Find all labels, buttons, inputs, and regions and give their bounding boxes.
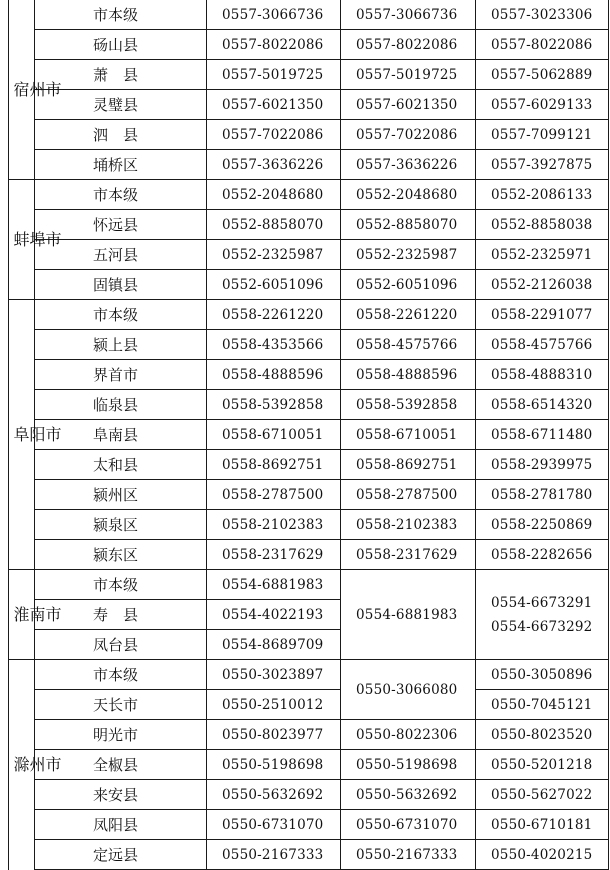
phone-cell: 0558-5392858 xyxy=(341,390,476,420)
district-cell: 泗 县 xyxy=(35,120,207,150)
phone-cell-merged: 0554-6881983 xyxy=(341,570,476,660)
phone-cell: 0558-2250869 xyxy=(476,510,609,540)
table-row xyxy=(9,570,609,600)
table-row xyxy=(9,450,609,480)
district-cell: 凤阳县 xyxy=(35,810,207,840)
phone-cell: 0557-6029133 xyxy=(476,90,609,120)
phone-cell: 0558-2787500 xyxy=(341,480,476,510)
district-cell: 寿 县 xyxy=(35,600,207,630)
table-row xyxy=(9,780,609,810)
phone-cell: 0558-2317629 xyxy=(341,540,476,570)
phone-cell: 0558-2261220 xyxy=(207,300,341,330)
phone-cell: 0557-3636226 xyxy=(341,150,476,180)
phone-cell: 0550-2510012 xyxy=(207,690,341,720)
district-cell: 市本级 xyxy=(35,180,207,210)
phone-cell: 0552-2048680 xyxy=(207,180,341,210)
phone-cell: 0558-2317629 xyxy=(207,540,341,570)
district-cell: 固镇县 xyxy=(35,270,207,300)
city-cell-chuzhou: 滁州市 xyxy=(9,660,35,870)
district-cell: 临泉县 xyxy=(35,390,207,420)
phone-cell: 0558-8692751 xyxy=(207,450,341,480)
phone-cell: 0557-6021350 xyxy=(341,90,476,120)
phone-cell: 0552-2325971 xyxy=(476,240,609,270)
phone-cell: 0558-2102383 xyxy=(341,510,476,540)
phone-cell: 0552-8858070 xyxy=(207,210,341,240)
phone-cell: 0558-2291077 xyxy=(476,300,609,330)
city-cell-bengbu: 蚌埠市 xyxy=(9,180,35,300)
district-cell: 颍泉区 xyxy=(35,510,207,540)
table-row xyxy=(9,480,609,510)
table-row xyxy=(9,420,609,450)
phone-cell: 0550-5198698 xyxy=(207,750,341,780)
district-cell: 市本级 xyxy=(35,660,207,690)
table-row xyxy=(9,150,609,180)
phone-cell: 0550-8023977 xyxy=(207,720,341,750)
district-cell: 定远县 xyxy=(35,840,207,870)
phone-cell: 0558-2102383 xyxy=(207,510,341,540)
district-cell: 太和县 xyxy=(35,450,207,480)
phone-cell: 0558-4888596 xyxy=(341,360,476,390)
district-cell: 颍上县 xyxy=(35,330,207,360)
table-row xyxy=(9,30,609,60)
phone-cell: 0558-8692751 xyxy=(341,450,476,480)
phone-cell: 0557-5019725 xyxy=(207,60,341,90)
phone-cell: 0557-8022086 xyxy=(207,30,341,60)
phone-cell: 0557-3023306 xyxy=(476,0,609,30)
table-row xyxy=(9,210,609,240)
phone-cell: 0550-8022306 xyxy=(341,720,476,750)
phone-cell: 0554-4022193 xyxy=(207,600,341,630)
phone-cell: 0554-8689709 xyxy=(207,630,341,660)
phone-cell: 0550-5632692 xyxy=(207,780,341,810)
phone-cell: 0550-6710181 xyxy=(476,810,609,840)
phone-cell-merged: 0550-3066080 xyxy=(341,660,476,720)
table-row xyxy=(9,270,609,300)
phone-cell: 0557-8022086 xyxy=(341,30,476,60)
district-cell: 凤台县 xyxy=(35,630,207,660)
phone-cell: 0550-8023520 xyxy=(476,720,609,750)
district-cell: 明光市 xyxy=(35,720,207,750)
table-row xyxy=(9,120,609,150)
phone-cell: 0557-5019725 xyxy=(341,60,476,90)
phone-cell: 0552-2086133 xyxy=(476,180,609,210)
district-cell: 天长市 xyxy=(35,690,207,720)
phone-cell: 0558-4353566 xyxy=(207,330,341,360)
table-row xyxy=(9,510,609,540)
district-cell: 市本级 xyxy=(35,300,207,330)
district-cell: 颍东区 xyxy=(35,540,207,570)
city-cell-suzhou: 宿州市 xyxy=(9,0,35,180)
table-row xyxy=(9,660,609,690)
table-row xyxy=(9,300,609,330)
phone-cell: 0550-3023897 xyxy=(207,660,341,690)
district-cell: 五河县 xyxy=(35,240,207,270)
district-cell: 砀山县 xyxy=(35,30,207,60)
table-row xyxy=(9,690,609,720)
district-cell: 颍州区 xyxy=(35,480,207,510)
phone-cell: 0557-7099121 xyxy=(476,120,609,150)
phone-cell: 0550-2167333 xyxy=(207,840,341,870)
phone-line: 0554-6673292 xyxy=(491,618,593,635)
district-cell: 来安县 xyxy=(35,780,207,810)
phone-cell: 0558-6710051 xyxy=(341,420,476,450)
phone-cell: 0558-2939975 xyxy=(476,450,609,480)
phone-cell: 0557-3927875 xyxy=(476,150,609,180)
phone-cell: 0557-7022086 xyxy=(341,120,476,150)
phone-line: 0554-6673291 xyxy=(491,594,593,611)
phone-cell: 0557-7022086 xyxy=(207,120,341,150)
phone-cell: 0552-2325987 xyxy=(341,240,476,270)
district-cell: 怀远县 xyxy=(35,210,207,240)
phone-cell: 0550-7045121 xyxy=(476,690,609,720)
table-row xyxy=(9,720,609,750)
district-cell: 市本级 xyxy=(35,570,207,600)
phone-cell: 0552-6051096 xyxy=(207,270,341,300)
phone-cell: 0558-2282656 xyxy=(476,540,609,570)
table-row xyxy=(9,60,609,90)
phone-cell: 0558-4888596 xyxy=(207,360,341,390)
table-row xyxy=(9,360,609,390)
table-row xyxy=(9,840,609,870)
phone-cell: 0557-3066736 xyxy=(207,0,341,30)
phone-cell: 0550-6731070 xyxy=(341,810,476,840)
phone-cell: 0550-6731070 xyxy=(207,810,341,840)
phone-cell: 0552-2325987 xyxy=(207,240,341,270)
phone-cell: 0550-3050896 xyxy=(476,660,609,690)
phone-cell: 0557-3066736 xyxy=(341,0,476,30)
phone-cell: 0558-6514320 xyxy=(476,390,609,420)
phone-cell: 0557-6021350 xyxy=(207,90,341,120)
phone-cell: 0550-5632692 xyxy=(341,780,476,810)
phone-cell: 0558-2781780 xyxy=(476,480,609,510)
phone-cell: 0558-4888310 xyxy=(476,360,609,390)
table-row xyxy=(9,750,609,780)
city-cell-fuyang: 阜阳市 xyxy=(9,300,35,570)
phone-cell: 0558-2787500 xyxy=(207,480,341,510)
phone-directory-table xyxy=(8,0,609,870)
table-row xyxy=(9,390,609,420)
phone-cell: 0558-6710051 xyxy=(207,420,341,450)
phone-cell: 0550-5201218 xyxy=(476,750,609,780)
phone-cell: 0550-5627022 xyxy=(476,780,609,810)
district-cell: 阜南县 xyxy=(35,420,207,450)
district-cell: 萧 县 xyxy=(35,60,207,90)
phone-cell: 0552-8858038 xyxy=(476,210,609,240)
district-cell: 全椒县 xyxy=(35,750,207,780)
phone-cell: 0554-6881983 xyxy=(207,570,341,600)
city-cell-huainan: 淮南市 xyxy=(9,570,35,660)
phone-cell: 0558-2261220 xyxy=(341,300,476,330)
phone-cell: 0550-5198698 xyxy=(341,750,476,780)
table-row xyxy=(9,180,609,210)
district-cell: 市本级 xyxy=(35,0,207,30)
table-row xyxy=(9,240,609,270)
district-cell: 埇桥区 xyxy=(35,150,207,180)
table-row xyxy=(9,90,609,120)
phone-cell-merged xyxy=(476,570,609,660)
phone-cell: 0552-6051096 xyxy=(341,270,476,300)
phone-cell: 0557-3636226 xyxy=(207,150,341,180)
phone-cell: 0558-4575766 xyxy=(341,330,476,360)
table-row xyxy=(9,540,609,570)
phone-cell: 0552-2126038 xyxy=(476,270,609,300)
phone-cell: 0558-5392858 xyxy=(207,390,341,420)
phone-cell: 0552-2048680 xyxy=(341,180,476,210)
district-cell: 灵璧县 xyxy=(35,90,207,120)
phone-cell: 0552-8858070 xyxy=(341,210,476,240)
table-row xyxy=(9,810,609,840)
phone-cell: 0558-6711480 xyxy=(476,420,609,450)
phone-cell: 0557-5062889 xyxy=(476,60,609,90)
phone-cell: 0557-8022086 xyxy=(476,30,609,60)
phone-cell: 0558-4575766 xyxy=(476,330,609,360)
district-cell: 界首市 xyxy=(35,360,207,390)
phone-cell: 0550-2167333 xyxy=(341,840,476,870)
table-row xyxy=(9,330,609,360)
table-row xyxy=(9,0,609,30)
phone-cell: 0550-4020215 xyxy=(476,840,609,870)
